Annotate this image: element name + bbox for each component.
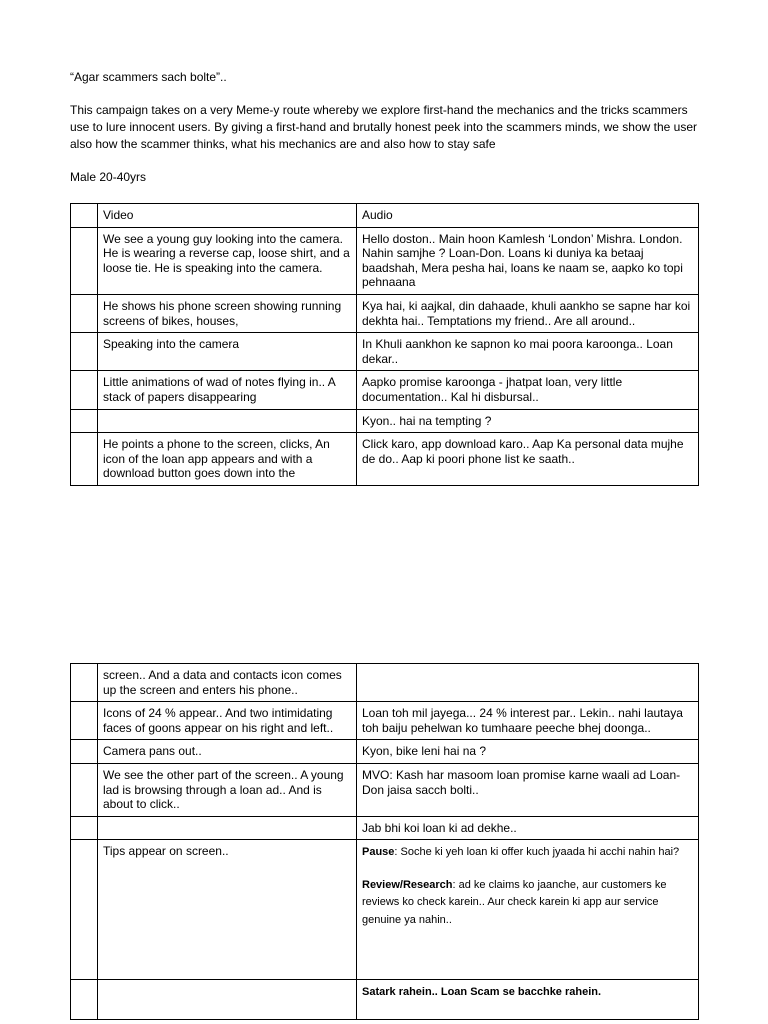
- audio-cell: Kyon, bike leni hai na ?: [357, 740, 699, 764]
- table-index-cell: [71, 980, 98, 1020]
- closing-line-cell: Satark rahein.. Loan Scam se bacchke rahein.: [357, 980, 699, 1020]
- document-title: “Agar scammers sach bolte”..: [70, 70, 227, 84]
- video-cell: screen.. And a data and contacts icon comes up the screen and enters his phone..: [98, 664, 357, 702]
- table-index-cell: [71, 664, 98, 702]
- table-row: [71, 294, 699, 332]
- table-index-cell: [71, 840, 98, 980]
- video-cell: [98, 409, 357, 433]
- table-row: [71, 664, 699, 702]
- tips-row: [71, 840, 699, 980]
- audio-cell: Kyon.. hai na tempting ?: [357, 409, 699, 433]
- video-cell: Icons of 24 % appear.. And two intimidating faces of goons appear on his right and left..: [98, 702, 357, 740]
- video-cell: Camera pans out..: [98, 740, 357, 764]
- audio-cell: Aapko promise karoonga - jhatpat loan, very little documentation.. Kal hi disbursal..: [357, 371, 699, 409]
- table-index-cell: [71, 409, 98, 433]
- table-header-row: [71, 204, 699, 228]
- video-cell: We see a young guy looking into the camera. He is wearing a reverse cap, loose shirt, and a loose tie. He is speaking into the camera.: [98, 227, 357, 294]
- video-cell: Speaking into the camera: [98, 333, 357, 371]
- video-cell: He points a phone to the screen, clicks, An icon of the loan app appears and with a download button goes down into the: [98, 433, 357, 486]
- table-row: [71, 227, 699, 294]
- table-index-cell: [71, 294, 98, 332]
- tip-pause: [362, 844, 693, 862]
- video-cell: [98, 816, 357, 840]
- table-index-cell: [71, 763, 98, 816]
- audio-cell: Kya hai, ki aajkal, din dahaade, khuli aankho se sapne har koi dekhta hai.. Temptations my friend.. Are all around..: [357, 294, 699, 332]
- table-index-cell: [71, 702, 98, 740]
- tip-label: Pause: [362, 846, 395, 859]
- table-index-cell: [71, 433, 98, 486]
- tip-spacer: [362, 862, 693, 877]
- script-table-page2: [70, 663, 699, 1020]
- tip-review: [362, 877, 693, 930]
- video-cell: Little animations of wad of notes flying in.. A stack of papers disappearing: [98, 371, 357, 409]
- tip-text: : Soche ki yeh loan ki offer kuch jyaada hi acchi nahin hai?: [394, 846, 680, 859]
- table-row: [71, 702, 699, 740]
- audio-cell: Jab bhi koi loan ki ad dekhe..: [357, 816, 699, 840]
- video-cell: He shows his phone screen showing running screens of bikes, houses,: [98, 294, 357, 332]
- video-cell: [98, 980, 357, 1020]
- target-audience: Male 20-40yrs: [70, 170, 147, 184]
- audio-cell: Click karo, app download karo.. Aap Ka personal data mujhe de do.. Aap ki poori phone list ke saath..: [357, 433, 699, 486]
- table-index-cell: [71, 333, 98, 371]
- table-index-cell: [71, 204, 98, 228]
- video-column-header: Video: [98, 204, 357, 228]
- table-index-cell: [71, 371, 98, 409]
- script-table-page1: [70, 203, 699, 486]
- audio-cell: [357, 664, 699, 702]
- tips-audio-cell: [357, 840, 699, 980]
- audio-cell: MVO: Kash har masoom loan promise karne waali ad Loan-Don jaisa sacch bolti..: [357, 763, 699, 816]
- audio-column-header: Audio: [357, 204, 699, 228]
- table-row: [71, 333, 699, 371]
- tip-label: Review/Research: [362, 878, 453, 891]
- audio-cell: In Khuli aankhon ke sapnon ko mai poora karoonga.. Loan dekar..: [357, 333, 699, 371]
- campaign-description: This campaign takes on a very Meme-y route whereby we explore first-hand the mechanics and the tricks scammers use to lure innocent users. By giving a first-hand and brutally honest peek into the scammers minds, we show the user also how the scammer thinks, what his mechanics are and also how to stay safe: [70, 103, 697, 151]
- table-row: [71, 371, 699, 409]
- table-row: [71, 433, 699, 486]
- table-row: [71, 980, 699, 1020]
- table-row: [71, 816, 699, 840]
- table-row: [71, 763, 699, 816]
- table-index-cell: [71, 816, 98, 840]
- table-index-cell: [71, 227, 98, 294]
- video-cell: We see the other part of the screen.. A young lad is browsing through a loan ad.. And is about to click..: [98, 763, 357, 816]
- table-row: [71, 409, 699, 433]
- audio-cell: Loan toh mil jayega... 24 % interest par.. Lekin.. nahi lautaya toh baiju pehelwan ko tumhaare peeche bhej doonga..: [357, 702, 699, 740]
- tip-text: : ad ke claims ko jaanche, aur customers ke reviews ko check karein.. Aur check karein ki app aur service genuine ya nahin..: [362, 878, 667, 926]
- video-cell: Tips appear on screen..: [98, 840, 357, 980]
- table-row: [71, 740, 699, 764]
- audio-cell: Hello doston.. Main hoon Kamlesh ‘London’ Mishra. London. Nahin samjhe ? Loan-Don. Loans ki duniya ka betaaj baadshah, Mera pesha hai, loans ke naam se, aapko ko topi pehnaana: [357, 227, 699, 294]
- table-index-cell: [71, 740, 98, 764]
